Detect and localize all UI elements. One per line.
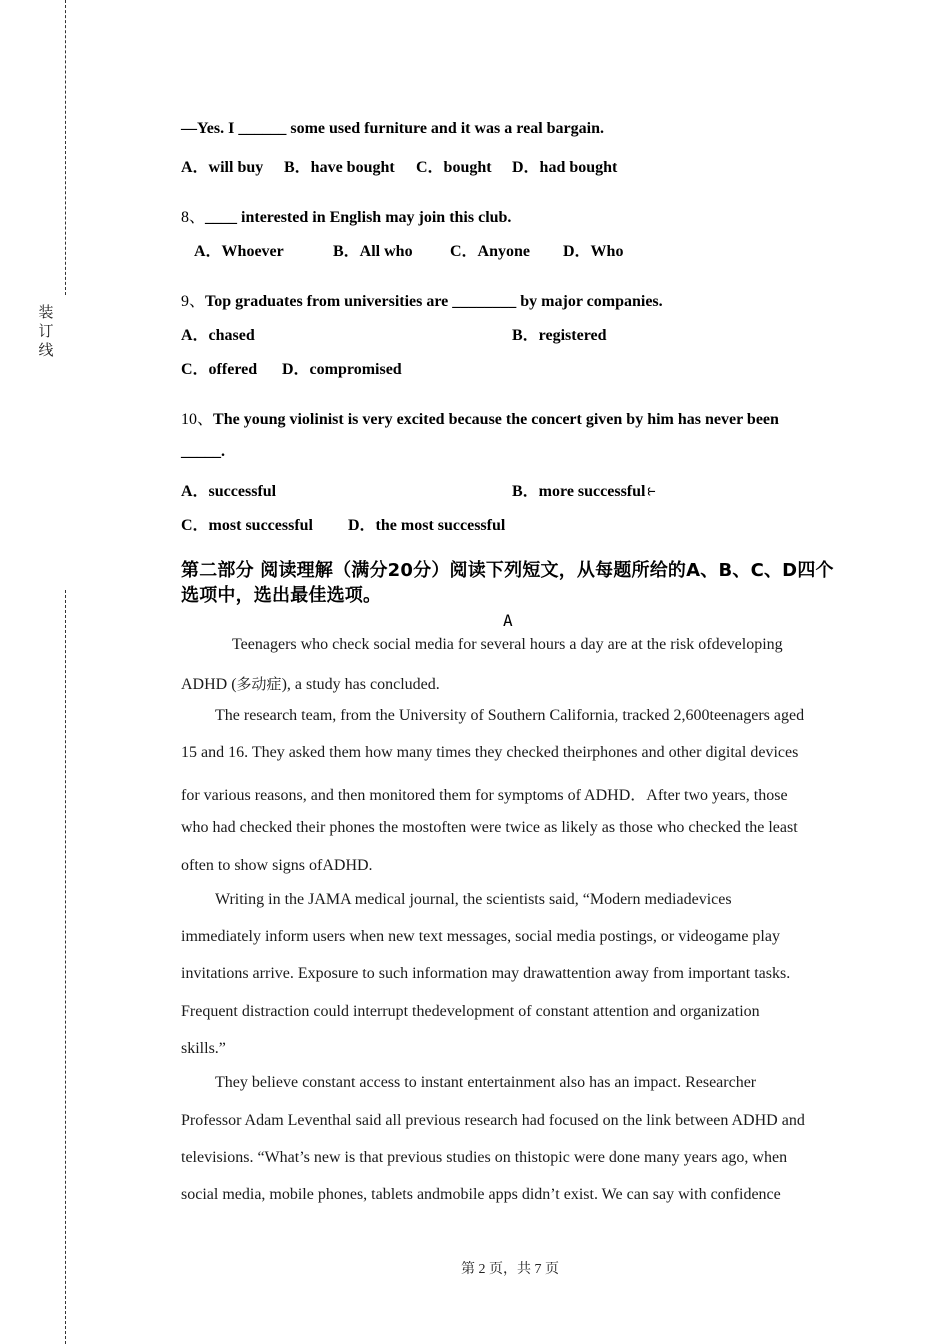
passage-p4-line1: They believe constant access to instant entertainment also has an impact. Researcher [215,1074,757,1091]
q8-option-c: C．Anyone [450,243,531,260]
passage-p1-text-a: ADHD ( [181,676,237,693]
page-footer: 第 2 页，共 7 页 [461,1262,559,1277]
q8-number: 8、 [181,209,206,226]
passage-p3-line3: invitations arrive. Exposure to such information may drawattention away from important tasks. [181,965,791,982]
q7-option-b: B．have bought [284,159,395,176]
q8-option-d: D．Who [563,243,624,260]
q10-option-c: C．most successful [181,517,313,534]
q9-option-b: B．registered [512,327,607,344]
q7-option-a: A．will buy [181,159,264,176]
q7-option-c: C．bought [416,159,492,176]
passage-p3-line5: skills.” [181,1040,226,1057]
passage-p4-line3: televisions. “What’s new is that previous studies on thistopic were done many years ago, when [181,1149,788,1166]
paragraph-mark-icon: ⥼ [645,485,658,500]
binding-label: 装订线 [38,303,54,359]
q10-stem-line2: _____. [181,443,225,460]
q8-option-b: B．All who [333,243,413,260]
passage-p2-line3: for various reasons, and then monitored them for symptoms of ADHD．After two years, those [181,787,788,804]
section-heading: 第二部分 阅读理解（满分20分）阅读下列短文，从每题所给的A、B、C、D四个选项中，选出最佳选项。 [181,560,834,606]
q10-stem-line [181,406,779,429]
passage-p1-chinese-term: 多动症 [236,675,282,693]
q9-stem: Top graduates from universities are ________ by major companies. [205,293,663,310]
passage-p2-line1: The research team, from the University of Southern California, tracked 2,600teenagers aged [215,707,805,724]
q10-option-a: A．successful [181,483,277,500]
passage-p4-line2: Professor Adam Leventhal said all previous research had focused on the link between ADHD and [181,1112,805,1129]
passage-letter: A [503,611,513,630]
q8-option-a: A．Whoever [194,243,284,260]
q9-option-a: A．chased [181,327,255,344]
q10-number: 10、 [181,411,214,428]
q9-option-c: C．offered [181,361,258,378]
passage-p3-line1: Writing in the JAMA medical journal, the scientists said, “Modern mediadevices [215,891,732,908]
passage-p3-line2: immediately inform users when new text messages, social media postings, or videogame play [181,928,780,945]
q10-option-d: D．the most successful [348,517,506,534]
q9-option-d: D．compromised [282,361,402,378]
q10-stem-line1: The young violinist is very excited because the concert given by him has never been [213,411,779,428]
passage-p4-line4: social media, mobile phones, tablets andmobile apps didn’t exist. We can say with confidence [181,1186,781,1203]
passage-p1-line1: Teenagers who check social media for several hours a day are at the risk ofdeveloping [232,636,783,653]
q9-stem-line [181,288,663,311]
q10-option-b-line [512,478,657,501]
q9-number: 9、 [181,293,206,310]
binding-dashed-line-bottom [65,590,66,1344]
passage-p3-line4: Frequent distraction could interrupt thedevelopment of constant attention and organization [181,1003,760,1020]
passage-p2-line5: often to show signs ofADHD. [181,857,373,874]
q8-stem-line [181,204,511,227]
q8-stem: ____ interested in English may join this club. [205,209,512,226]
q7-stem: —Yes. I ______ some used furniture and it was a real bargain. [181,120,604,137]
q10-option-b: B．more successful [512,483,646,500]
passage-p2-line2: 15 and 16. They asked them how many times they checked theirphones and other digital devices [181,744,799,761]
passage-p1-line2 [181,673,440,694]
passage-p1-text-b: ), a study has concluded. [281,676,440,693]
binding-dashed-line-top [65,0,66,295]
q7-option-d: D．had bought [512,159,618,176]
passage-p2-line4: who had checked their phones the mostoften were twice as likely as those who checked the least [181,819,798,836]
